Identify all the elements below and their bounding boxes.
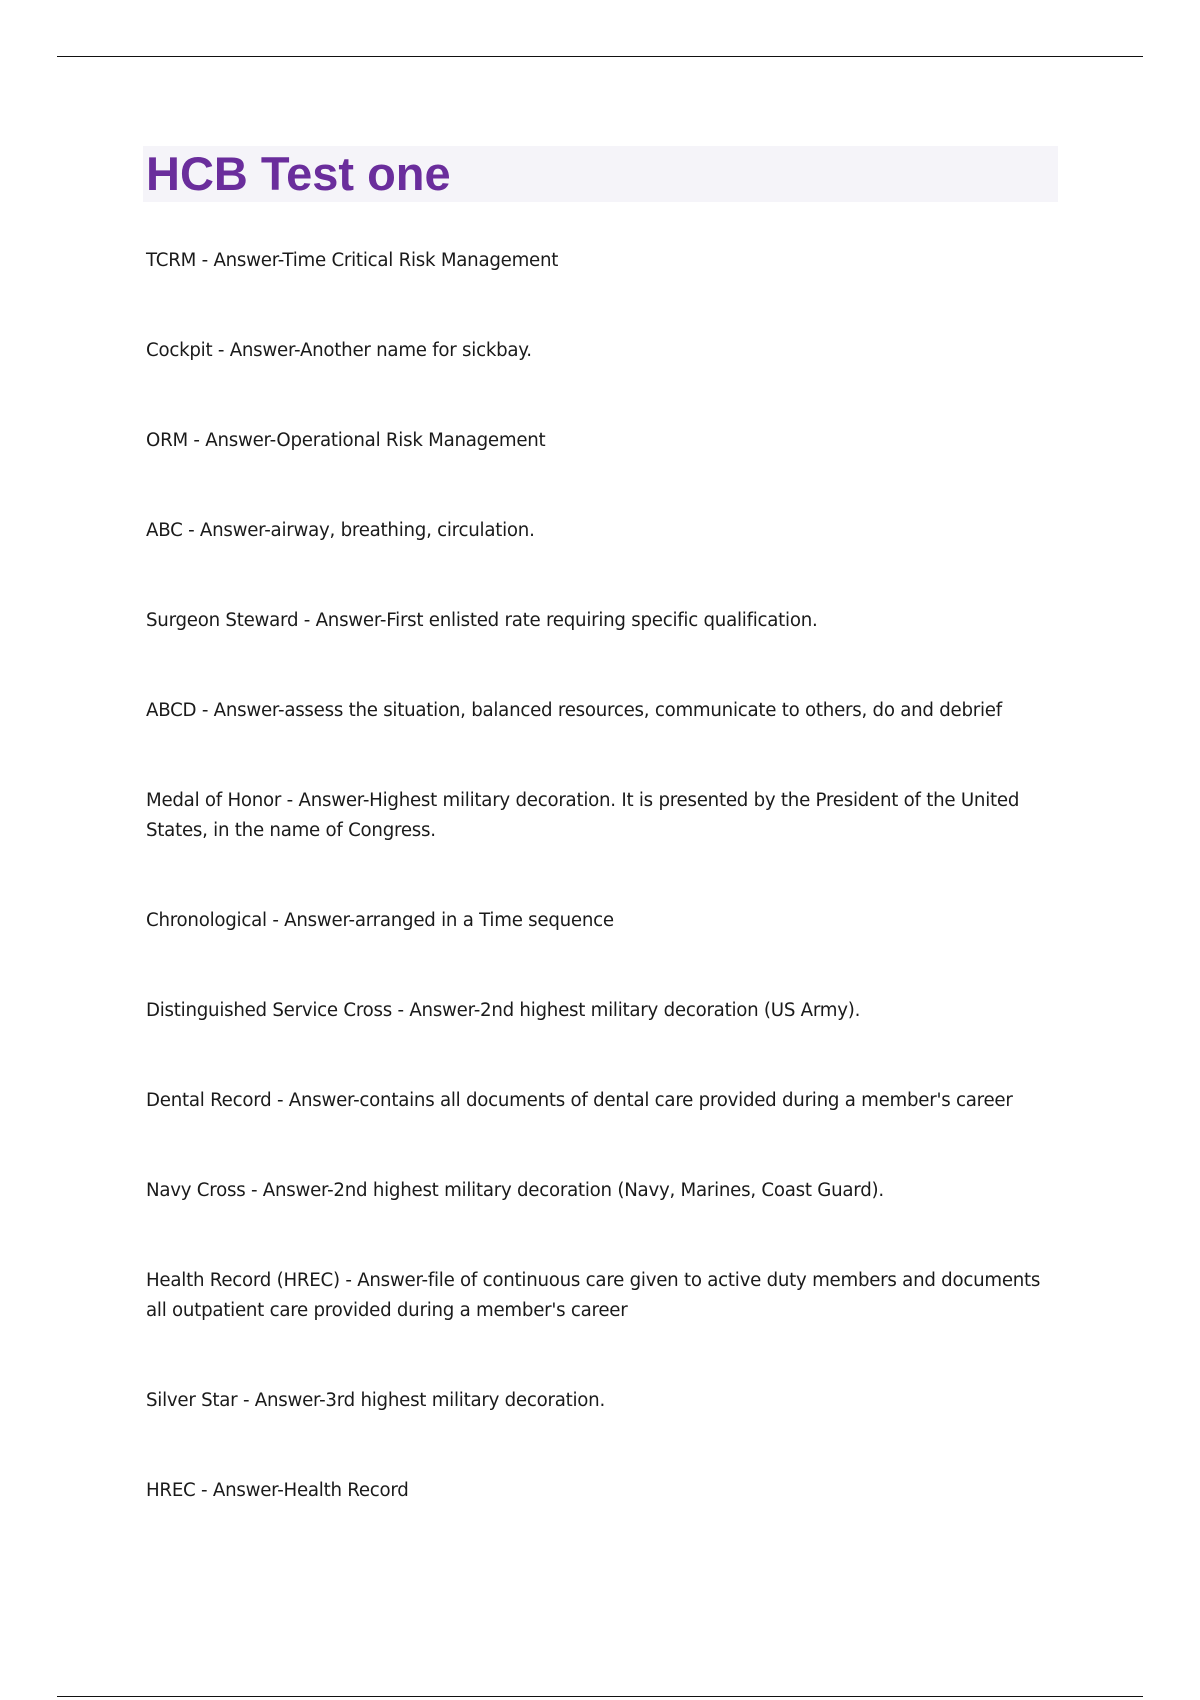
qa-item-dental-record: Dental Record - Answer-contains all documents of dental care provided during a member's career bbox=[146, 1090, 1013, 1111]
qa-item-abcd: ABCD - Answer-assess the situation, balanced resources, communicate to others, do and debrief bbox=[146, 700, 1002, 721]
bottom-rule bbox=[57, 1696, 1143, 1697]
qa-item-surgeon-steward: Surgeon Steward - Answer-First enlisted rate requiring specific qualification. bbox=[146, 610, 818, 631]
qa-item-distinguished-service-cross: Distinguished Service Cross - Answer-2nd highest military decoration (US Army). bbox=[146, 1000, 861, 1021]
qa-item-health-record: Health Record (HREC) - Answer-file of continuous care given to active duty members and documents all outpatient care provided during a member's career bbox=[146, 1270, 1041, 1321]
qa-item-cockpit: Cockpit - Answer-Another name for sickbay. bbox=[146, 340, 532, 361]
page-title: HCB Test one bbox=[146, 147, 451, 200]
qa-item-tcrm: TCRM - Answer-Time Critical Risk Management bbox=[146, 250, 559, 271]
top-rule bbox=[57, 56, 1143, 57]
qa-list bbox=[146, 246, 1066, 1566]
qa-item-medal-of-honor: Medal of Honor - Answer-Highest military decoration. It is presented by the President of the United States, in the name of Congress. bbox=[146, 790, 1020, 841]
qa-item-silver-star: Silver Star - Answer-3rd highest military decoration. bbox=[146, 1390, 605, 1411]
qa-item-navy-cross: Navy Cross - Answer-2nd highest military decoration (Navy, Marines, Coast Guard). bbox=[146, 1180, 884, 1201]
qa-item-orm: ORM - Answer-Operational Risk Management bbox=[146, 430, 546, 451]
qa-item-hrec: HREC - Answer-Health Record bbox=[146, 1480, 409, 1501]
qa-item-chronological: Chronological - Answer-arranged in a Time sequence bbox=[146, 910, 614, 931]
qa-item-abc: ABC - Answer-airway, breathing, circulation. bbox=[146, 520, 535, 541]
